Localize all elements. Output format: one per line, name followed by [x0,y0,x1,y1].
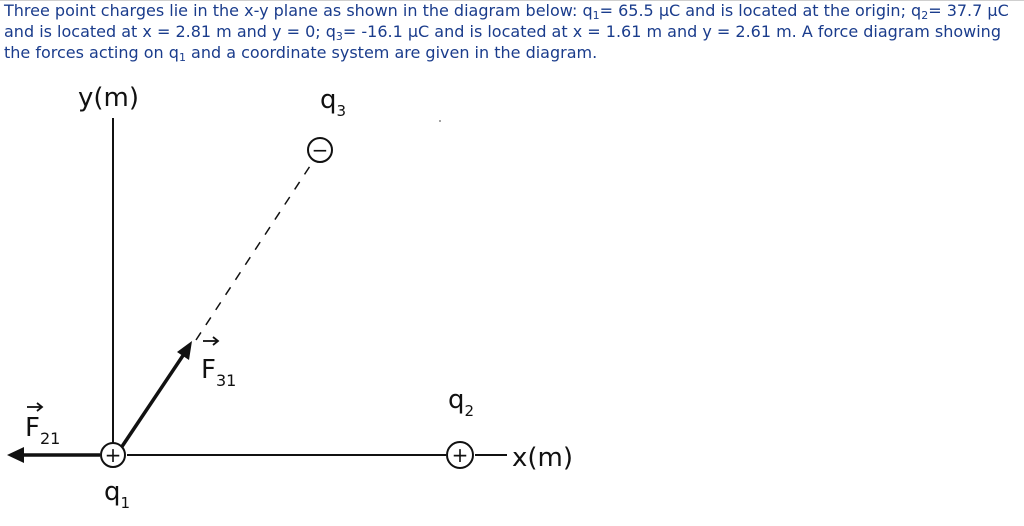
svg-text:F21: $F_{21}$ [25,413,61,448]
f31-arrowhead [177,341,192,360]
q2-charge [447,442,473,468]
q1-charge [101,443,125,467]
svg-text:F31: $F_{31}$ [201,355,237,390]
f31-label [201,337,236,390]
q3-charge [308,138,332,162]
q1-label: $q_1$ [104,477,131,512]
plus-sign: + [104,443,122,467]
f21-label [25,403,60,448]
f21-arrowhead [7,447,24,463]
y-axis-label: y(m) [78,83,140,113]
f31-arrow-shaft [121,354,184,448]
q2-label: $q_2$ [448,385,475,420]
q3-label: $q_3$ [320,85,347,120]
minus-sign: − [311,138,329,162]
plus-sign: + [451,443,469,467]
problem-statement: Three point charges lie in the x-y plane as shown in the diagram below: $q_1= 65.5$ μC and is located at the origin; $q_2= 37.7$ μC and is located at x = 2.81 m and y = 0; $q_3= -16.1$ μC and is located at x = 1.61 m and y = 2.61 m. A force diagram showing the forces acting on $q_1$ and a coordinate system are given in the diagram. [4,1,1009,64]
q1-q3-dashed-line [196,163,312,340]
x-axis-label: x(m) [512,443,574,473]
stray-dot [439,120,441,122]
